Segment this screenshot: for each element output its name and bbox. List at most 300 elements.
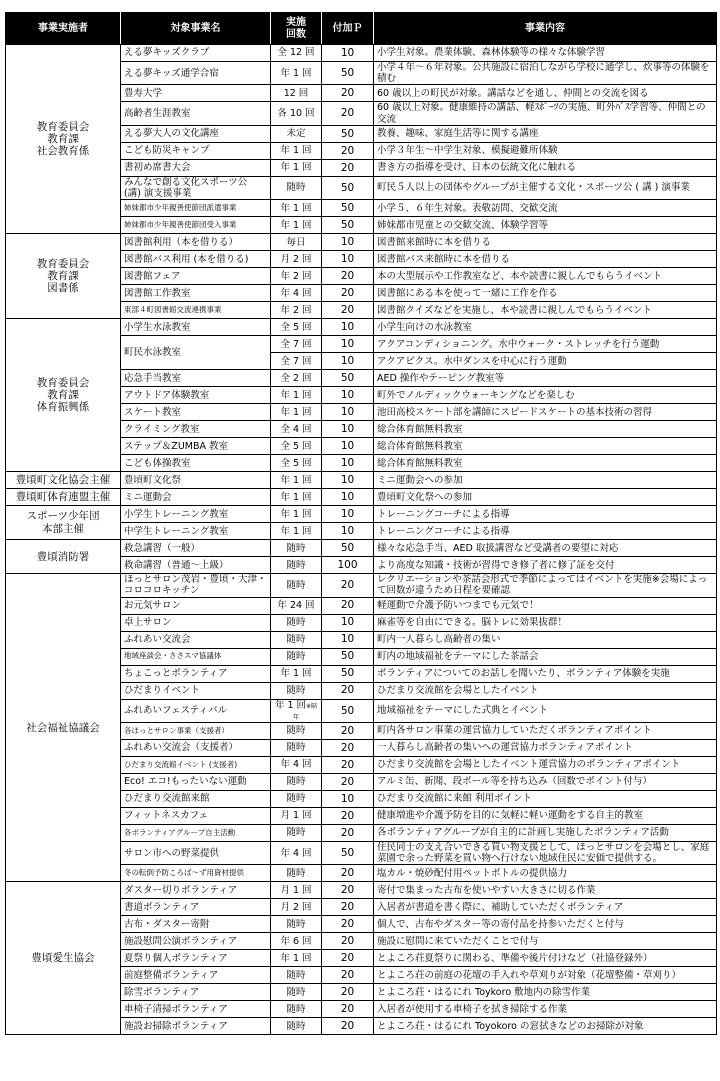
times-value: 年 2 回 [280,270,312,282]
organizer-cell: 豊頃愛生協会 [6,882,121,1035]
description-cell: 小学４年～６年対象。公共施設に宿泊しながら学校に通学し、炊事等の体験を積む [374,62,717,85]
program-name-cell: 施設慰問公演ボランティア [121,933,271,950]
description-cell: アルミ缶、新聞、段ボール等を持ち込み（回数でポイント付与） [374,774,717,791]
description-cell: 健康増進や介護予防を目的に気軽に軽い運動をする自主的教室 [374,808,717,825]
points-cell: 10 [322,319,374,336]
description-cell: AED 操作やテーピング教室等 [374,370,717,387]
description-cell: 住民同士の支え合いできる買い物支援として、ほっとサロンを会場とし、家庭菜園で余った野菜を買い物へ行けない地域住民に安価で提供する。 [374,842,717,865]
points-cell: 20 [322,723,374,740]
points-cell: 20 [322,574,374,597]
program-name-cell: ミニ運動会 [121,489,271,506]
points-cell: 50 [322,699,374,722]
program-name-cell: える夢キッズクラブ [121,45,271,62]
organizer-cell: 教育委員会 教育課 体育振興係 [6,319,121,472]
points-cell: 10 [322,45,374,62]
times-cell [271,933,322,950]
times-value: 随時 [286,617,306,629]
program-name-cell: 図書館フェア [121,268,271,285]
points-cell: 10 [322,455,374,472]
description-cell: 小学５、６年生対象。表敬訪問、交歓交流 [374,200,717,217]
times-cell [271,614,322,631]
points-cell: 20 [322,899,374,916]
times-cell [271,387,322,404]
program-name-cell: 中学生トレーニング教室 [121,523,271,540]
times-value: 年 6 回 [280,935,312,947]
times-value: 各 10 回 [277,108,315,119]
points-cell: 50 [322,125,374,142]
points-cell: 20 [322,967,374,984]
description-cell: アクアコンディショニング。水中ウォーク・ストレッチを行う運動 [374,336,717,353]
times-value: 毎日 [286,236,306,248]
times-value: 年 1 回 [280,202,312,214]
program-name-cell: 図書館バス利用 (本を借りる) [121,251,271,268]
description-cell: とよころ荘・はるにれ Toykoro 敷地内の除雪作業 [374,984,717,1001]
points-cell: 50 [322,648,374,665]
program-name-cell: 救命講習（普通～上級） [121,557,271,574]
program-name-cell: ダスター切りボランティア [121,882,271,899]
description-cell: トレーニングコーチによる指導 [374,523,717,540]
times-cell [271,159,322,176]
organizer-cell: 教育委員会 教育課 社会教育係 [6,45,121,234]
times-value: 随時 [286,182,306,194]
times-value: 全 7 回 [280,355,312,367]
description-cell: 書き方の指導を受け、日本の伝統文化に触れる [374,159,717,176]
points-cell: 20 [322,302,374,319]
description-cell: 地域福祉をテーマにした式典とイベント [374,699,717,722]
points-cell: 10 [322,404,374,421]
table-row [6,540,717,557]
description-cell: 総合体育館無料教室 [374,438,717,455]
times-cell [271,455,322,472]
description-cell: 町内一人暮らし高齢者の集い [374,631,717,648]
times-value: 年 1 回 [280,952,312,964]
points-cell: 20 [322,808,374,825]
times-value: 随時 [286,986,306,998]
header-row [6,13,717,45]
points-cell: 20 [322,757,374,774]
description-cell: 入居者が使用する車椅子を拭き掃除する作業 [374,1001,717,1018]
program-name-cell: 除雪ボランティア [121,984,271,1001]
times-cell [271,950,322,967]
description-cell: 小学生向けの水泳教室 [374,319,717,336]
program-name-cell: Eco! エコ!もったいない運動 [121,774,271,791]
table-header [6,13,717,45]
program-name-cell: 小学生トレーニング教室 [121,506,271,523]
times-value: 年 1 回 [280,406,312,418]
points-cell: 20 [322,1001,374,1018]
times-value: 12 回 [283,87,309,99]
times-cell [271,665,322,682]
points-cell: 10 [322,251,374,268]
program-name-cell: 町民水泳教室 [121,336,271,370]
times-value: 月 1 回 [280,810,312,822]
organizer-cell: 教育委員会 教育課 図書係 [6,234,121,319]
times-value: 年 4 回 [280,847,312,859]
times-value: 随時 [286,969,306,981]
points-cell: 20 [322,774,374,791]
description-cell: より高度な知識・技術が習得でき修了者に修了証を交付 [374,557,717,574]
points-cell: 20 [322,268,374,285]
points-cell: 20 [322,85,374,102]
times-cell [271,574,322,597]
description-cell: 塩カル・焼砂配付用ペットボトルの提供協力 [374,865,717,882]
times-value: 年 1 回 [274,699,307,711]
times-cell [271,438,322,455]
points-cell: 20 [322,984,374,1001]
program-name-cell: 豊寿大学 [121,85,271,102]
table-row [6,319,717,336]
description-cell: 図書館来館時に本を借りる [374,234,717,251]
times-value: 随時 [286,918,306,930]
description-cell: レクリエーションや茶話会形式で季節によってはイベントを実施※会場によって回数が違うため日程を要確認 [374,574,717,597]
description-cell: 池田高校スケート部を講師にスピードスケートの基本技術の習得 [374,404,717,421]
description-cell: ミニ運動会への参加 [374,472,717,489]
header-program-name: 対象事業名 [121,13,271,45]
times-value: 年 2 回 [280,304,312,316]
times-value: 随時 [286,1020,306,1032]
points-cell: 10 [322,387,374,404]
program-name-cell: 前庭整備ボランティア [121,967,271,984]
program-name-cell: 書道ボランティア [121,899,271,916]
times-value: 月 2 回 [280,901,312,913]
times-cell [271,865,322,882]
program-name-cell: ひだまりイベント [121,682,271,699]
organizer-cell: 豊頃町体育連盟主催 [6,489,121,506]
points-cell: 50 [322,665,374,682]
description-cell: 入居者が書道を書く際に、補助していただくボランティア [374,899,717,916]
description-cell: アクアビクス。水中ダンスを中心に行う運動 [374,353,717,370]
points-cell: 20 [322,950,374,967]
program-name-cell: 小学生水泳教室 [121,319,271,336]
program-name-cell: 姉妹都市少年親善使節団受入事業 [121,217,271,234]
times-value: 月 1 回 [280,884,312,896]
times-value: 随時 [286,634,306,646]
description-cell: 図書館にある本を使って一緒に工作を作る [374,285,717,302]
times-value: 随時 [286,559,306,571]
program-name-cell: 豊頃町文化祭 [121,472,271,489]
program-name-cell: 応急手当教室 [121,370,271,387]
times-cell [271,302,322,319]
program-name-cell: 冬の転倒予防ころば～ず用資材提供 [121,865,271,882]
times-value: 年 1 回 [280,389,312,401]
times-cell [271,251,322,268]
program-name-cell: ひだまり交流館イベント (支援者) [121,757,271,774]
times-value: 全 7 回 [280,338,312,350]
times-cell [271,1018,322,1035]
organizer-cell: 豊頃消防署 [6,540,121,574]
times-cell [271,774,322,791]
description-cell: とよころ荘夏祭りに関わる、準備や後片付けなど（社協登録外） [374,950,717,967]
program-name-cell: フィットネスカフェ [121,808,271,825]
times-value: 月 2 回 [280,253,312,265]
times-value: 随時 [286,1003,306,1015]
program-name-cell: 卓上サロン [121,614,271,631]
times-cell [271,217,322,234]
program-name-cell: える夢キッズ通学合宿 [121,62,271,85]
program-name-cell: 施設お掃除ボランティア [121,1018,271,1035]
table-row [6,234,717,251]
times-cell [271,142,322,159]
times-value: 年 24 回 [277,600,315,612]
description-cell: 姉妹都市児童との交歓交流、体験学習等 [374,217,717,234]
times-cell [271,353,322,370]
times-cell [271,1001,322,1018]
times-value: 年 1 回 [280,525,312,537]
times-cell [271,489,322,506]
description-cell: 小学３年生～中学生対象、模擬避難所体験 [374,142,717,159]
times-cell [271,842,322,865]
times-value: 年 1 回 [280,668,312,680]
description-cell: 施設に慰問に来ていただくことで付与 [374,933,717,950]
times-cell [271,404,322,421]
description-cell: 本の大型展示や工作教室など、本や読書に親しんでもらうイベント [374,268,717,285]
points-cell: 20 [322,102,374,125]
header-times [271,13,322,45]
description-cell: 総合体育館無料教室 [374,455,717,472]
description-cell: 寄付で集まった古布を使いやすい大きさに切る作業 [374,882,717,899]
points-cell: 10 [322,336,374,353]
times-cell [271,506,322,523]
times-cell [271,808,322,825]
organizer-cell: 豊頃町文化協会主催 [6,472,121,489]
program-name-cell: お元気サロン [121,597,271,614]
times-value: 全 5 回 [280,457,312,469]
times-value: 随時 [286,827,306,839]
organizer-cell: 社会福祉協議会 [6,574,121,882]
times-cell [271,421,322,438]
times-cell [271,557,322,574]
program-name-cell: ほっとサロン茂岩・豊頃・大津・コロコロキッチン [121,574,271,597]
times-cell [271,370,322,387]
program-name-cell: クライミング教室 [121,421,271,438]
points-cell: 10 [322,631,374,648]
points-cell: 20 [322,882,374,899]
description-cell: 麻雀等を自由にできる。脳トレに効果抜群！ [374,614,717,631]
points-cell: 10 [322,472,374,489]
description-cell: 小学生対象。農業体験、森林体験等の様々な体験学習 [374,45,717,62]
description-cell: ひだまり交流館を会場としたイベント [374,682,717,699]
times-value: 年 4 回 [280,759,312,771]
description-cell: ボランティアについてのお話しを聞いたり、ボランティア体験を実施 [374,665,717,682]
table-row [6,574,717,597]
points-cell: 10 [322,234,374,251]
description-cell: 各ボランティアグループが自主的に計画し実施したボランティア活動 [374,825,717,842]
points-cell: 20 [322,142,374,159]
header-points: 付加Ｐ [322,13,374,45]
times-cell [271,285,322,302]
times-cell [271,45,322,62]
times-cell [271,699,322,722]
times-value: 全 5 回 [280,321,312,333]
header-description: 事業内容 [374,13,717,45]
table-row [6,489,717,506]
times-cell [271,916,322,933]
points-cell: 10 [322,421,374,438]
points-cell: 10 [322,523,374,540]
table-row [6,882,717,899]
times-value: 年 1 回 [280,162,312,174]
times-cell [271,899,322,916]
times-cell [271,882,322,899]
points-cell: 20 [322,682,374,699]
program-name-cell: 各ボランティアグループ自主活動 [121,825,271,842]
times-value: 全 2 回 [280,372,312,384]
points-cell: 50 [322,200,374,217]
header-times-label: 実施 回数 [286,16,306,40]
program-name-cell: ふれあい交流会 [121,631,271,648]
program-name-cell: 図書館利用（本を借りる） [121,234,271,251]
points-cell: 20 [322,159,374,176]
times-value: 年 1 回 [280,219,312,231]
program-name-cell: アウトドア体験教室 [121,387,271,404]
description-cell: ひだまり交流館を会場としたイベント運営協力のボランティアポイント [374,757,717,774]
points-cell: 50 [322,217,374,234]
points-cell: 50 [322,842,374,865]
times-note: ※隔年 [292,702,318,721]
times-value: 年 1 回 [280,491,312,503]
program-name-cell: 姉妹都市少年親善使節団派遣事業 [121,200,271,217]
times-cell [271,523,322,540]
program-name-cell: ちょこっとボランティア [121,665,271,682]
program-name-cell: 夏祭り個人ボランティア [121,950,271,967]
organizer-cell: スポーツ少年団 本部主催 [6,506,121,540]
times-value: 年 4 回 [280,287,312,299]
times-cell [271,102,322,125]
points-cell: 20 [322,916,374,933]
times-value: 随時 [286,867,306,879]
description-cell: 様々な応急手当、AED 取扱講習など受講者の要望に対応 [374,540,717,557]
description-cell: トレーニングコーチによる指導 [374,506,717,523]
description-cell: 教養、趣味、家庭生活等に関する講座 [374,125,717,142]
description-cell: 60 歳以上の町民が対象。講話などを通し、仲間との交流を図る [374,85,717,102]
times-cell [271,472,322,489]
times-value: 随時 [286,685,306,697]
times-value: 全 5 回 [280,440,312,452]
times-value: 全 4 回 [280,423,312,435]
program-name-cell: こども体操教室 [121,455,271,472]
times-value: 随時 [286,742,306,754]
program-name-cell: 書初め席書大会 [121,159,271,176]
points-cell: 20 [322,933,374,950]
points-cell: 50 [322,370,374,387]
description-cell: 町内の地域福祉をテーマにした茶話会 [374,648,717,665]
description-cell: 総合体育館無料教室 [374,421,717,438]
program-name-cell: える夢大人の文化講座 [121,125,271,142]
program-name-cell: 救急講習（一般） [121,540,271,557]
times-cell [271,984,322,1001]
times-cell [271,336,322,353]
program-name-cell: 高齢者生涯教室 [121,102,271,125]
program-name-cell: 図書館工作教室 [121,285,271,302]
points-cell: 20 [322,865,374,882]
program-name-cell: ひだまり交流館来館 [121,791,271,808]
times-value: 年 1 回 [280,474,312,486]
points-cell: 10 [322,489,374,506]
times-cell [271,540,322,557]
description-cell: 個人で、古布やダスター等の寄付品を持参いただくと付与 [374,916,717,933]
times-cell [271,200,322,217]
points-cell: 20 [322,740,374,757]
description-cell: とよころ荘の前庭の花壇の手入れや草刈りが対象（花壇整備・草刈り） [374,967,717,984]
points-cell: 50 [322,176,374,199]
times-value: 年 1 回 [280,67,312,79]
program-name-cell: ふれあいフェスティバル [121,699,271,722]
points-cell: 20 [322,285,374,302]
description-cell: 町内各サロン事業の運営協力していただくボランティアポイント [374,723,717,740]
times-cell [271,597,322,614]
times-cell [271,62,322,85]
times-cell [271,176,322,199]
program-name-cell: ステップ＆ZUMBA 教室 [121,438,271,455]
times-cell [271,791,322,808]
times-cell [271,757,322,774]
points-cell: 50 [322,540,374,557]
description-cell: とよころ荘・はるにれ Toyokoro の窓拭きなどのお掃除が対象 [374,1018,717,1035]
points-cell: 20 [322,597,374,614]
program-name-cell: 古布・ダスター寄附 [121,916,271,933]
program-table [5,12,717,1035]
program-name-cell: ふれあい交流会（支援者） [121,740,271,757]
times-cell [271,85,322,102]
times-value: 随時 [286,725,306,737]
times-value: 随時 [286,651,306,663]
points-cell: 50 [322,62,374,85]
times-value: 随時 [286,579,306,591]
times-cell [271,125,322,142]
program-name-cell: スケート教室 [121,404,271,421]
description-cell: 図書館バス来館時に本を借りる [374,251,717,268]
times-value: 随時 [286,793,306,805]
description-cell: 図書館クイズなどを実施し、本や読書に親しんでもらうイベント [374,302,717,319]
times-value: 随時 [286,776,306,788]
program-name-cell: サロン市への野菜提供 [121,842,271,865]
times-cell [271,234,322,251]
times-value: 年 1 回 [280,508,312,520]
table-row [6,506,717,523]
table-row [6,472,717,489]
points-cell: 10 [322,438,374,455]
program-name-cell: 地域座談会・ささスマ協議体 [121,648,271,665]
times-cell [271,268,322,285]
description-cell: 町民５人以上の団体やグループが主催する文化・スポーツ公 ( 講 ) 演事業 [374,176,717,199]
program-name-cell: 車椅子清掃ボランティア [121,1001,271,1018]
times-value: 随時 [286,542,306,554]
times-cell [271,319,322,336]
times-cell [271,825,322,842]
points-cell: 20 [322,825,374,842]
points-cell: 10 [322,614,374,631]
times-value: 年 1 回 [280,145,312,157]
times-cell [271,682,322,699]
points-cell: 20 [322,1018,374,1035]
times-value: 全 12 回 [277,47,315,59]
times-value: 未定 [286,128,306,140]
times-cell [271,723,322,740]
table-body [6,45,717,1035]
program-name-cell: みんなで創る文化スポーツ公 (講) 演支援事業 [121,176,271,199]
description-cell: ひだまり交流館に来館 利用ポイント [374,791,717,808]
times-cell [271,631,322,648]
description-cell: 60 歳以上対象。健康維持の講話、軽ｽﾎﾟｰﾂの実施、町外ﾊﾞｽ学習等、仲間との交流 [374,102,717,125]
description-cell: 豊頃町文化祭への参加 [374,489,717,506]
points-cell: 10 [322,506,374,523]
description-cell: 一人暮らし高齢者の集いへの運営協力ボランティアポイント [374,740,717,757]
description-cell: 軽運動で介護予防いつまでも元気で！ [374,597,717,614]
header-organizer: 事業実施者 [6,13,121,45]
table-row [6,45,717,62]
times-cell [271,967,322,984]
times-cell [271,740,322,757]
